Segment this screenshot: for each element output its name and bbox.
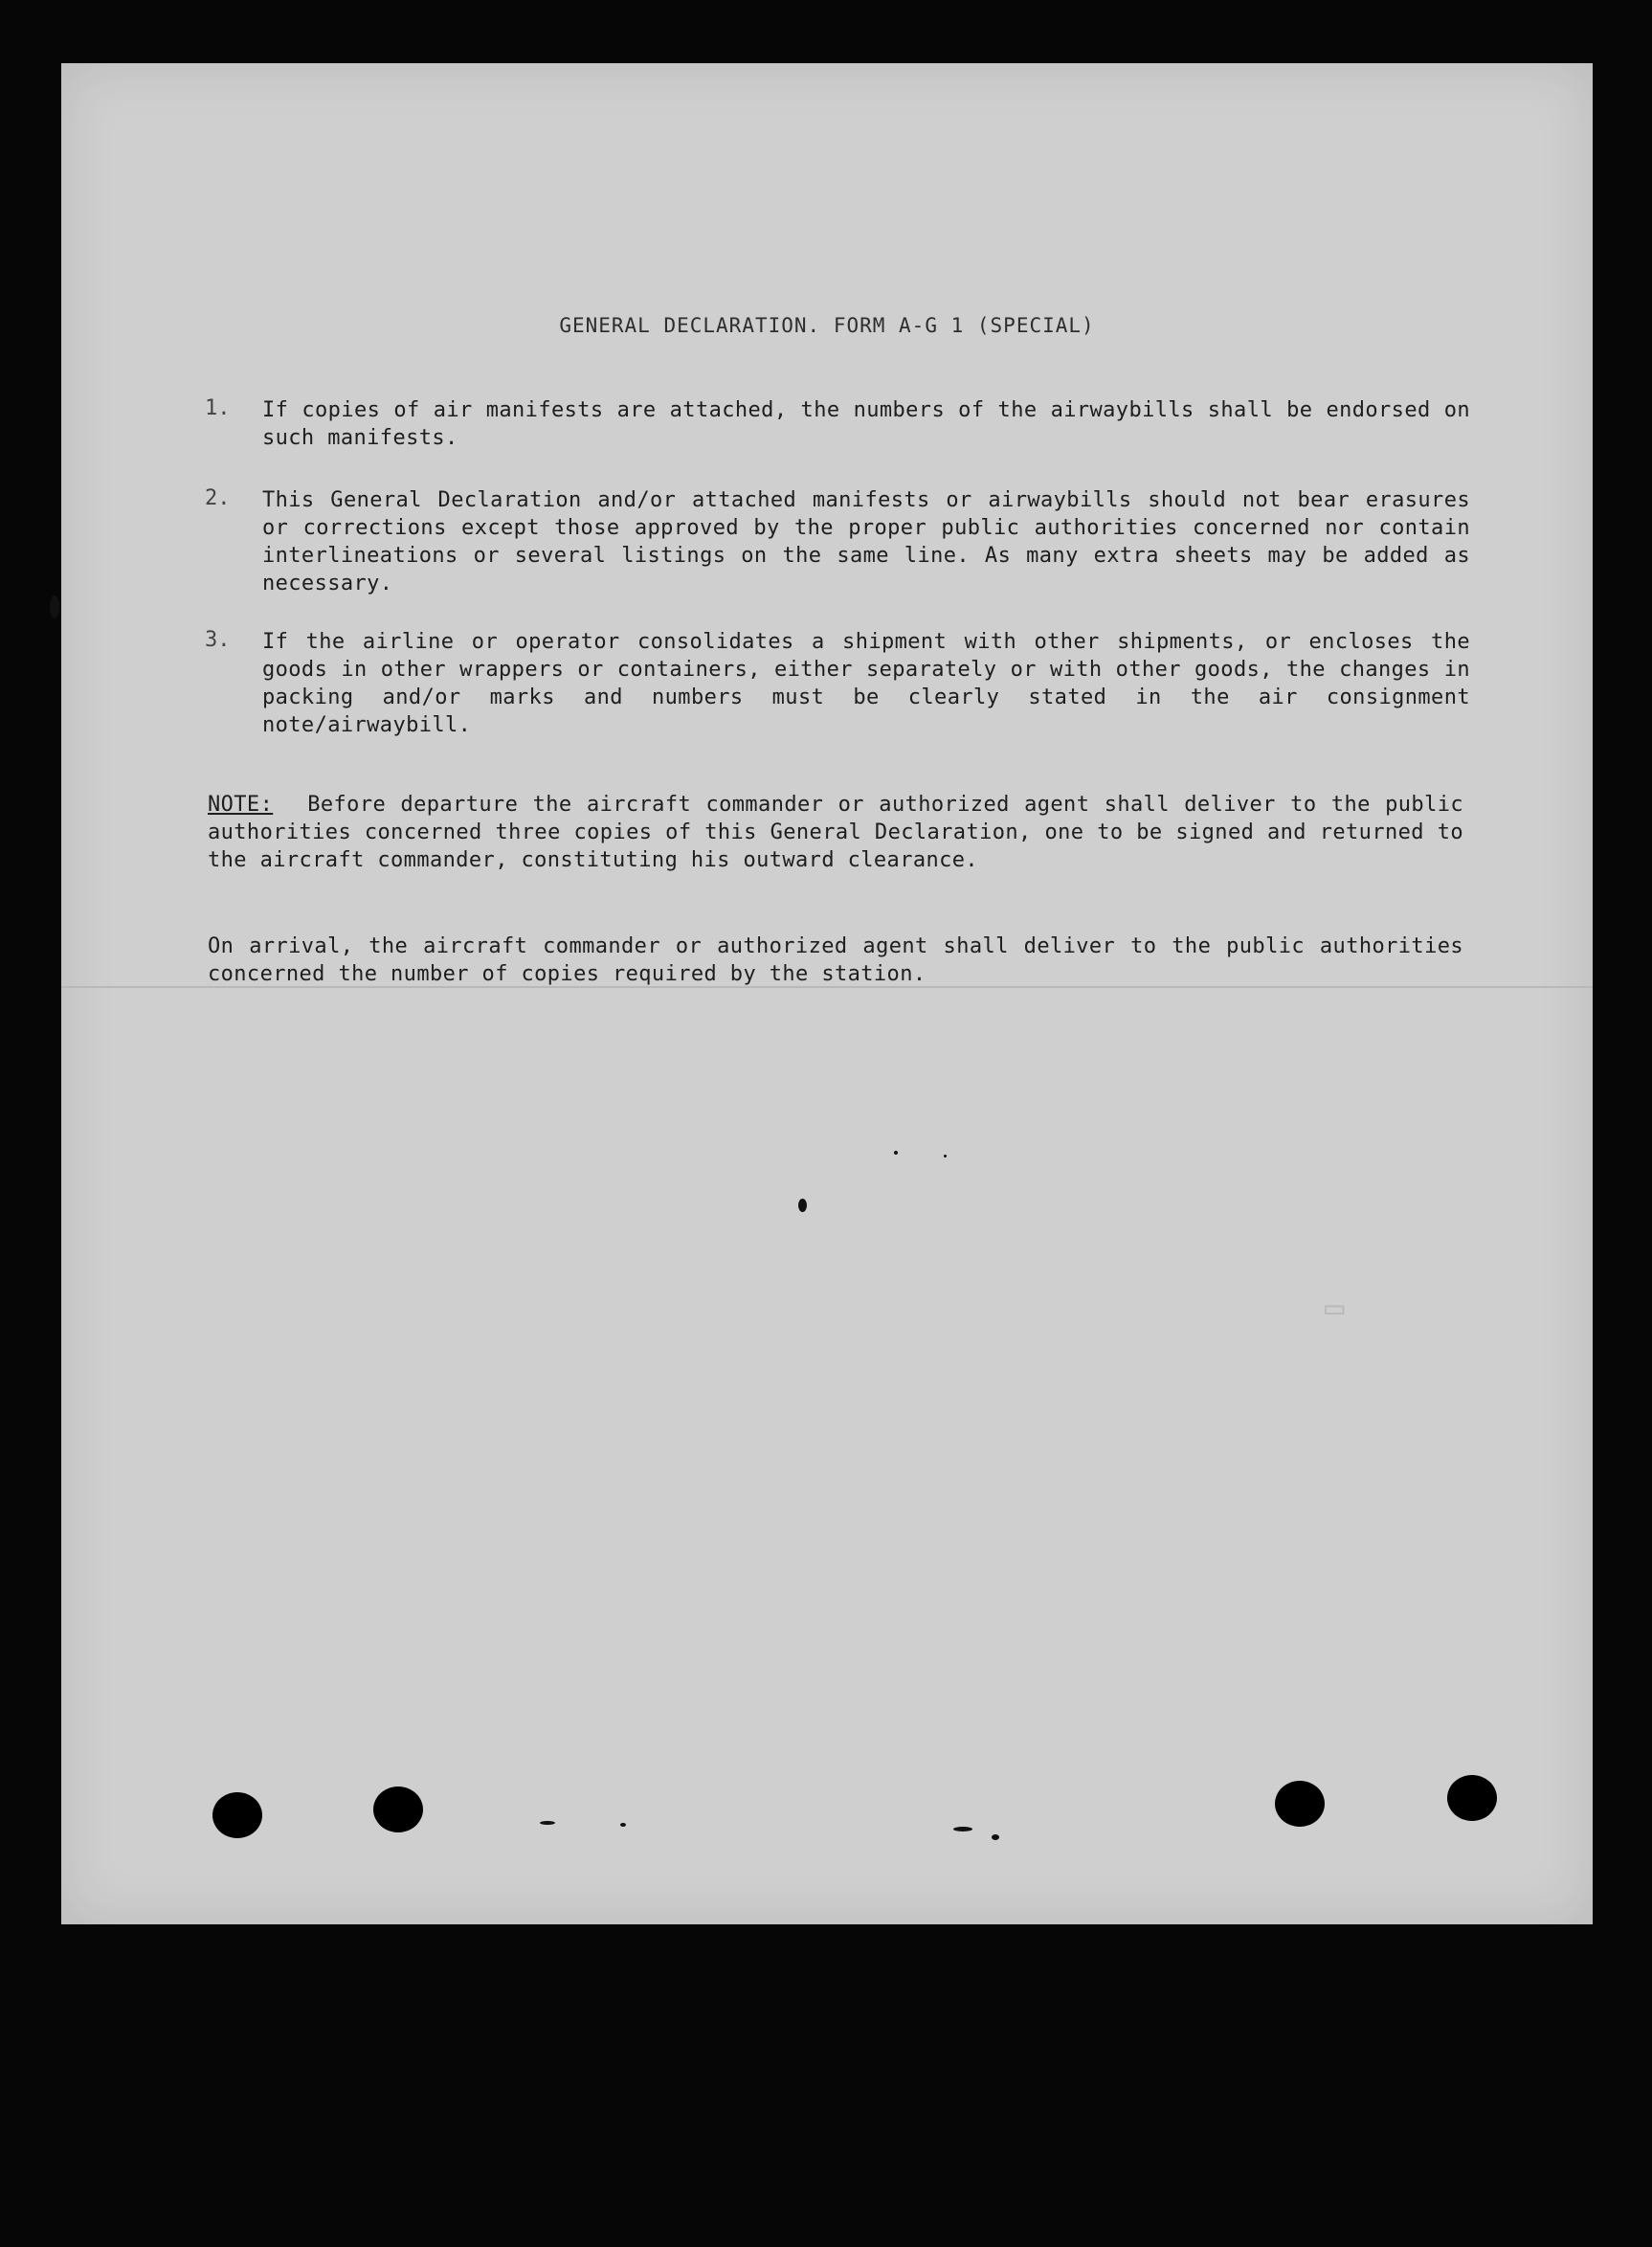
- ink-speck: [620, 1823, 626, 1827]
- instruction-number: 2.: [205, 486, 231, 510]
- document-page: [61, 63, 1593, 1924]
- punch-hole-right-1: [1275, 1781, 1325, 1827]
- ink-speck: [50, 595, 59, 618]
- ink-speck: [540, 1821, 555, 1825]
- faint-bleedthrough-mark: ▭: [1325, 1289, 1345, 1327]
- ink-speck: [992, 1834, 999, 1840]
- note-paragraph: [208, 791, 1463, 874]
- note-label: NOTE:: [208, 793, 274, 817]
- instruction-text: This General Declaration and/or attached manifests or airwaybills should not bear erasures or corrections except those approved by the proper public authorities concerned nor contain interlineations or several listings on the same line. As many extra sheets may be added as necessary.: [262, 488, 1470, 595]
- ink-speck: [953, 1827, 972, 1831]
- note-text: Before departure the aircraft commander or authorized agent shall deliver to the public authorities concerned three copies of this General Declaration, one to be signed and returned to the aircraft commander, constituting his outward clearance.: [208, 793, 1463, 872]
- instruction-text: If copies of air manifests are attached, the numbers of the airwaybills shall be endorsed on such manifests.: [262, 398, 1470, 450]
- punch-hole-left-2: [373, 1786, 423, 1832]
- ink-speck: [944, 1155, 947, 1157]
- document-title: GENERAL DECLARATION. FORM A-G 1 (SPECIAL): [559, 314, 1095, 337]
- instruction-text: If the airline or operator consolidates a shipment with other shipments, or encloses the goods in other wrappers or containers, either separately or with other goods, the changes in packing and/or marks and numbers must be clearly stated in the air consignment note/airwaybill.: [262, 630, 1470, 737]
- ink-speck: [894, 1151, 898, 1155]
- punch-hole-right-2: [1447, 1775, 1497, 1821]
- instruction-number: 3.: [205, 628, 231, 652]
- instruction-number: 1.: [205, 396, 231, 420]
- punch-hole-left-1: [212, 1792, 262, 1838]
- ink-speck: [798, 1199, 807, 1212]
- arrival-paragraph: On arrival, the aircraft commander or authorized agent shall deliver to the public authorities concerned the number of copies required by the station.: [208, 934, 1463, 986]
